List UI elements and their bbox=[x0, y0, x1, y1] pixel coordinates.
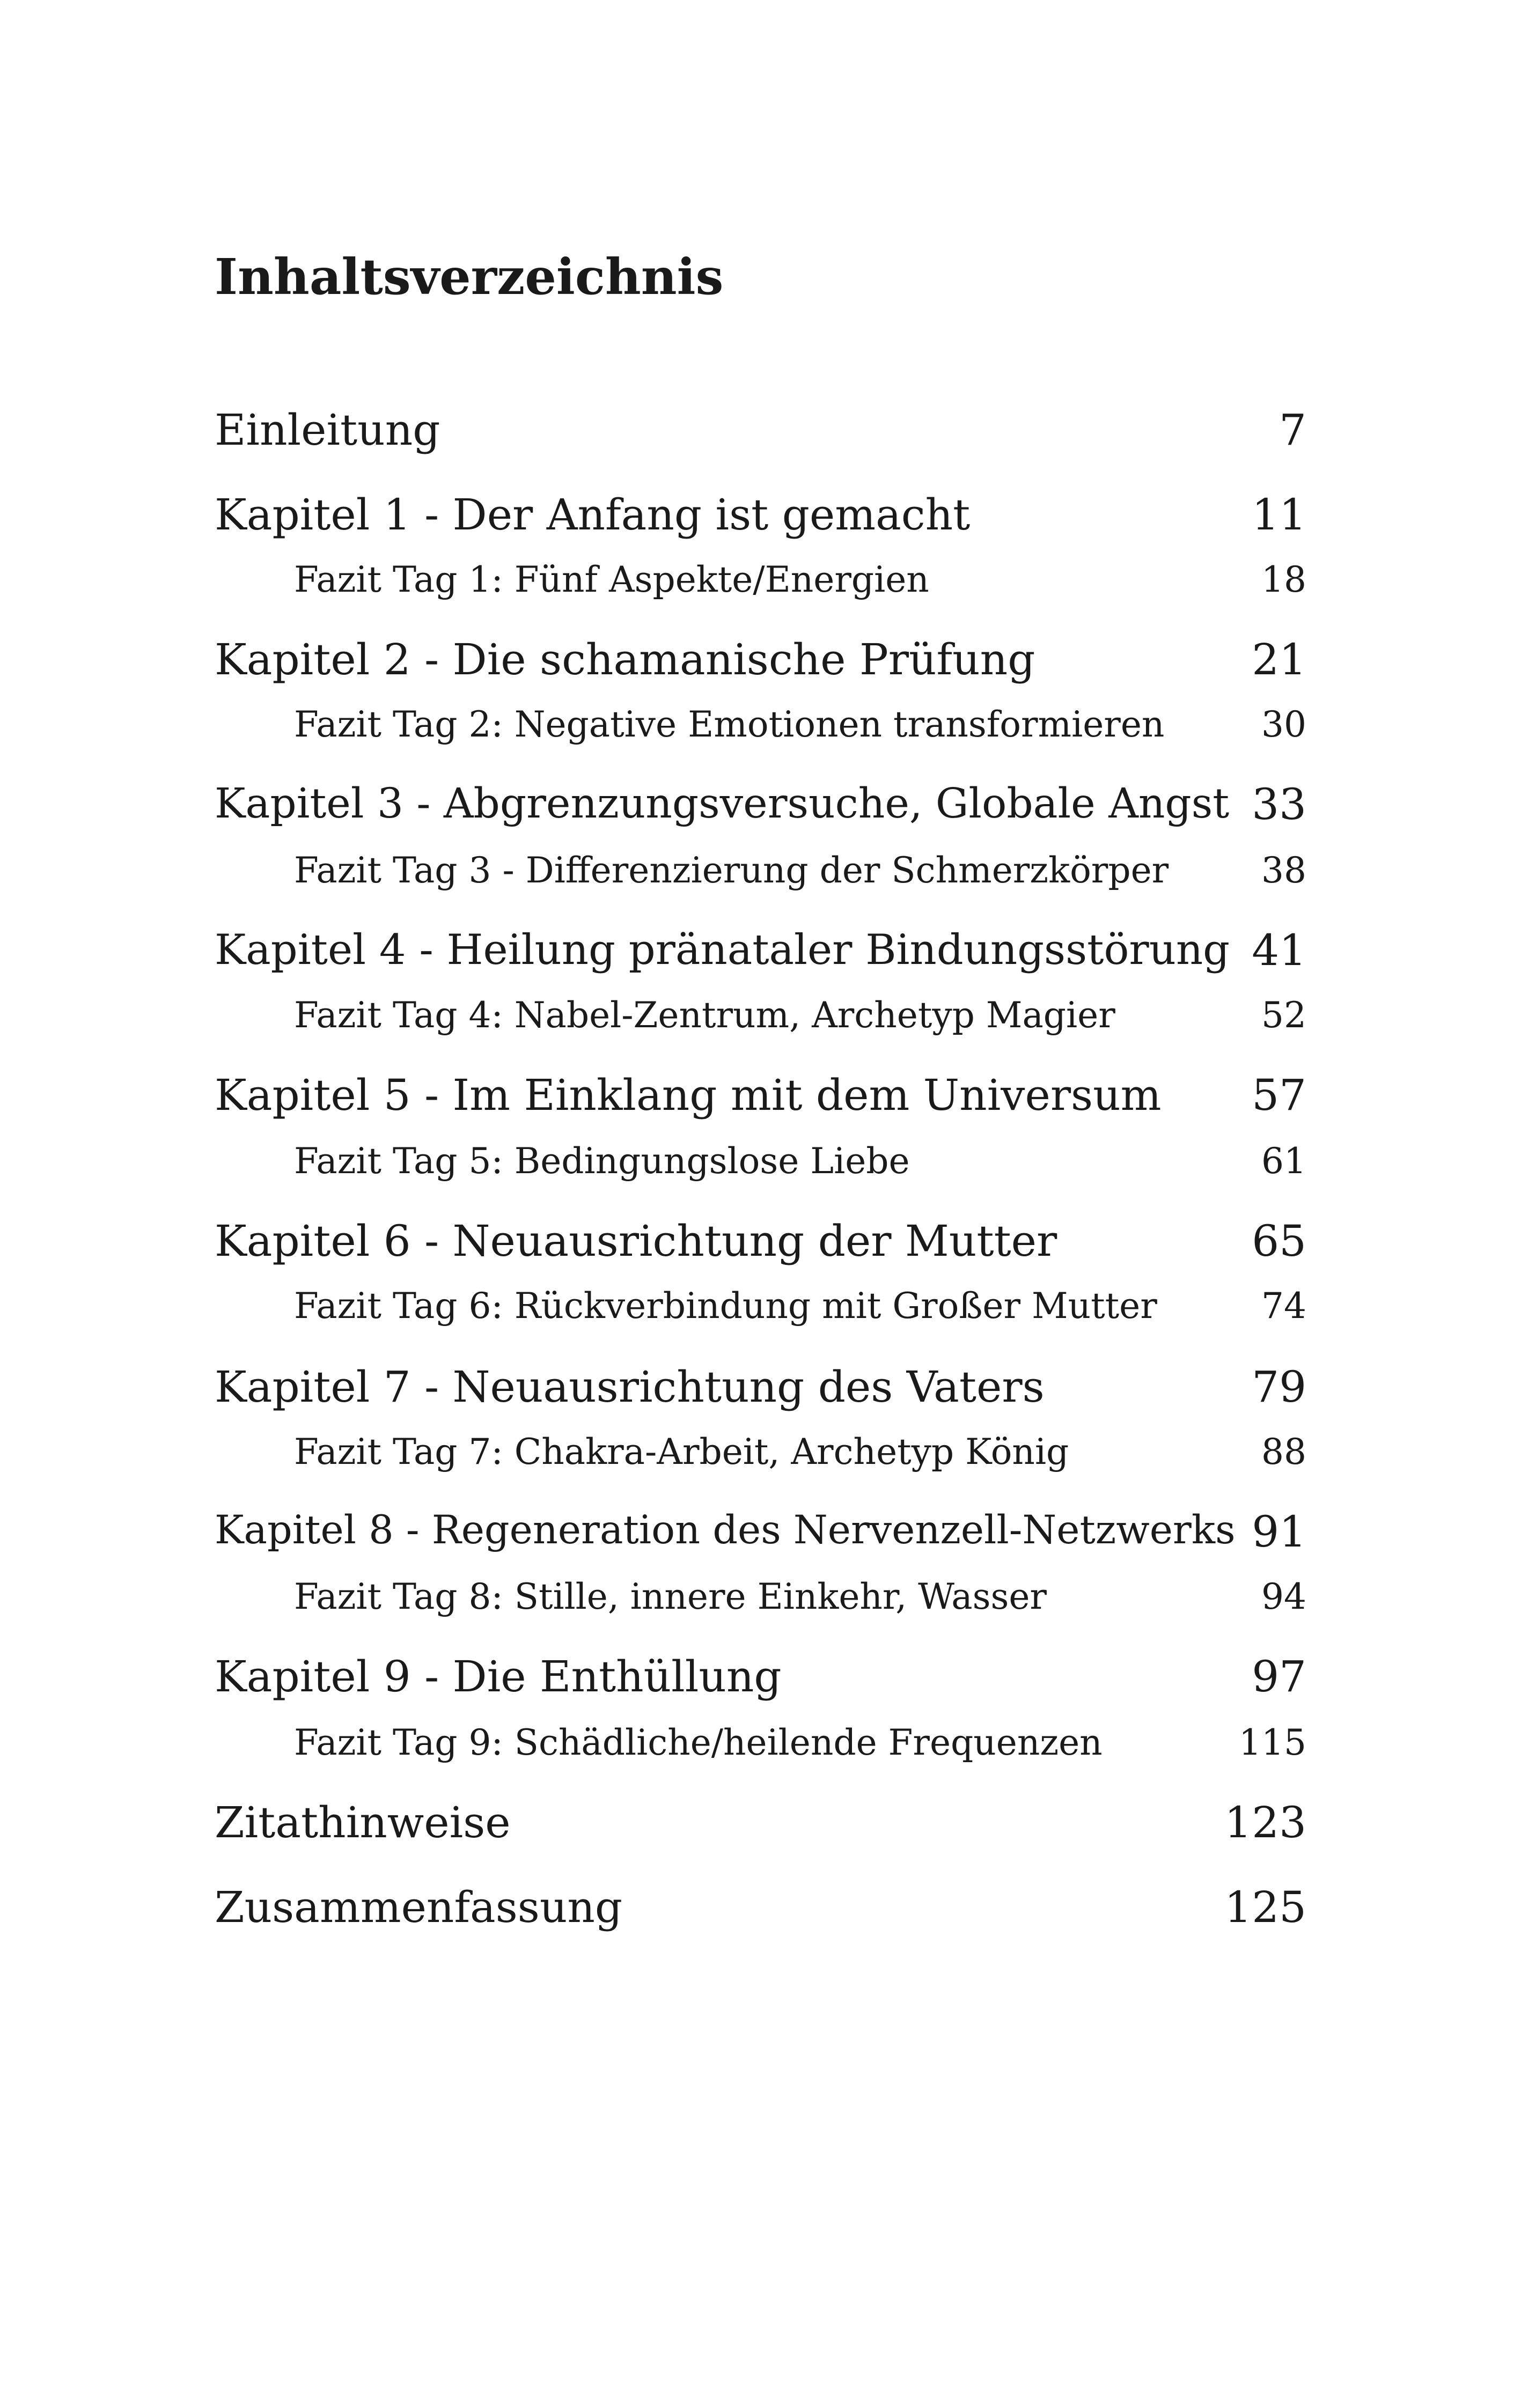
toc-entry-label: Kapitel 5 - Im Einklang mit dem Universum bbox=[215, 1070, 1162, 1120]
toc-entry-page: 41 bbox=[1252, 925, 1306, 975]
toc-entry-label: Einleitung bbox=[215, 405, 440, 455]
toc-entry-page: 123 bbox=[1224, 1798, 1306, 1847]
toc-subentry-page: 18 bbox=[1261, 559, 1306, 600]
toc-entry-chapter-2 bbox=[0, 635, 1521, 692]
toc-subentry-page: 115 bbox=[1239, 1722, 1306, 1763]
page-title: Inhaltsverzeichnis bbox=[215, 248, 724, 306]
toc-entry-page: 11 bbox=[1252, 490, 1306, 540]
toc-entry-label: Kapitel 2 - Die schamanische Prüfung bbox=[215, 635, 1035, 684]
toc-subentry-label: Fazit Tag 3 - Differenzierung der Schmerzkörper bbox=[294, 850, 1169, 891]
toc-entry-page: 97 bbox=[1252, 1652, 1306, 1702]
toc-subentry-label: Fazit Tag 6: Rückverbindung mit Großer Mutter bbox=[294, 1285, 1157, 1327]
toc-entry-page: 21 bbox=[1252, 635, 1306, 684]
toc-entry-page: 33 bbox=[1252, 779, 1306, 829]
toc-subentry-page: 30 bbox=[1261, 704, 1306, 745]
toc-entry-page: 125 bbox=[1224, 1882, 1306, 1932]
toc-entry-chapter-6 bbox=[0, 1216, 1521, 1273]
toc-subentry-page: 38 bbox=[1261, 850, 1306, 891]
toc-entry-page: 7 bbox=[1279, 405, 1306, 455]
toc-entry-chapter-1 bbox=[0, 490, 1521, 547]
toc-entry-zusammenfassung bbox=[0, 1882, 1521, 1940]
toc-entry-summary-day-7 bbox=[0, 1431, 1521, 1488]
toc-entry-summary-day-2 bbox=[0, 704, 1521, 761]
toc-entry-label: Kapitel 6 - Neuausrichtung der Mutter bbox=[215, 1216, 1057, 1266]
toc-entry-chapter-5 bbox=[0, 1070, 1521, 1128]
toc-entry-summary-day-5 bbox=[0, 1140, 1521, 1197]
toc-entry-summary-day-4 bbox=[0, 995, 1521, 1051]
toc-entry-summary-day-8 bbox=[0, 1576, 1521, 1633]
toc-entry-summary-day-3 bbox=[0, 850, 1521, 907]
toc-entry-summary-day-9 bbox=[0, 1722, 1521, 1779]
toc-subentry-label: Fazit Tag 2: Negative Emotionen transformieren bbox=[294, 704, 1165, 745]
toc-subentry-label: Fazit Tag 8: Stille, innere Einkehr, Wasser bbox=[294, 1576, 1047, 1617]
toc-entry-chapter-8 bbox=[0, 1507, 1521, 1564]
toc-entry-summary-day-1 bbox=[0, 559, 1521, 616]
toc-subentry-page: 74 bbox=[1261, 1285, 1306, 1327]
toc-entry-chapter-3 bbox=[0, 779, 1521, 837]
toc-subentry-label: Fazit Tag 7: Chakra-Arbeit, Archetyp König bbox=[294, 1431, 1069, 1472]
toc-entry-chapter-9 bbox=[0, 1652, 1521, 1709]
toc-entry-page: 91 bbox=[1252, 1507, 1306, 1557]
toc-entry-zitathinweise bbox=[0, 1798, 1521, 1855]
toc-entry-page: 57 bbox=[1252, 1070, 1306, 1120]
toc-entry-label: Kapitel 8 - Regeneration des Nervenzell-Netzwerks bbox=[215, 1507, 1236, 1553]
toc-entry-einleitung bbox=[0, 405, 1521, 462]
toc-subentry-label: Fazit Tag 5: Bedingungslose Liebe bbox=[294, 1140, 910, 1182]
toc-entry-page: 79 bbox=[1252, 1362, 1306, 1412]
toc-entry-chapter-4 bbox=[0, 925, 1521, 983]
toc-subentry-label: Fazit Tag 9: Schädliche/heilende Frequenzen bbox=[294, 1722, 1103, 1763]
toc-entry-label: Kapitel 3 - Abgrenzungsversuche, Globale Angst bbox=[215, 780, 1230, 828]
toc-entry-label: Zusammenfassung bbox=[215, 1882, 623, 1932]
toc-entry-label: Kapitel 1 - Der Anfang ist gemacht bbox=[215, 490, 971, 540]
toc-entry-label: Kapitel 9 - Die Enthüllung bbox=[215, 1652, 782, 1702]
toc-entry-label: Kapitel 7 - Neuausrichtung des Vaters bbox=[215, 1362, 1045, 1412]
toc-entry-label: Zitathinweise bbox=[215, 1798, 511, 1847]
toc-entry-label: Kapitel 4 - Heilung pränataler Bindungsstörung bbox=[215, 926, 1230, 974]
toc-subentry-page: 94 bbox=[1261, 1576, 1306, 1617]
toc-subentry-page: 52 bbox=[1261, 995, 1306, 1036]
toc-subentry-page: 61 bbox=[1261, 1140, 1306, 1182]
toc-entry-page: 65 bbox=[1252, 1216, 1306, 1266]
toc-subentry-label: Fazit Tag 4: Nabel-Zentrum, Archetyp Magier bbox=[294, 995, 1115, 1036]
toc-subentry-label: Fazit Tag 1: Fünf Aspekte/Energien bbox=[294, 559, 929, 600]
toc-subentry-page: 88 bbox=[1261, 1431, 1306, 1472]
toc-entry-chapter-7 bbox=[0, 1362, 1521, 1419]
toc-entry-summary-day-6 bbox=[0, 1285, 1521, 1342]
